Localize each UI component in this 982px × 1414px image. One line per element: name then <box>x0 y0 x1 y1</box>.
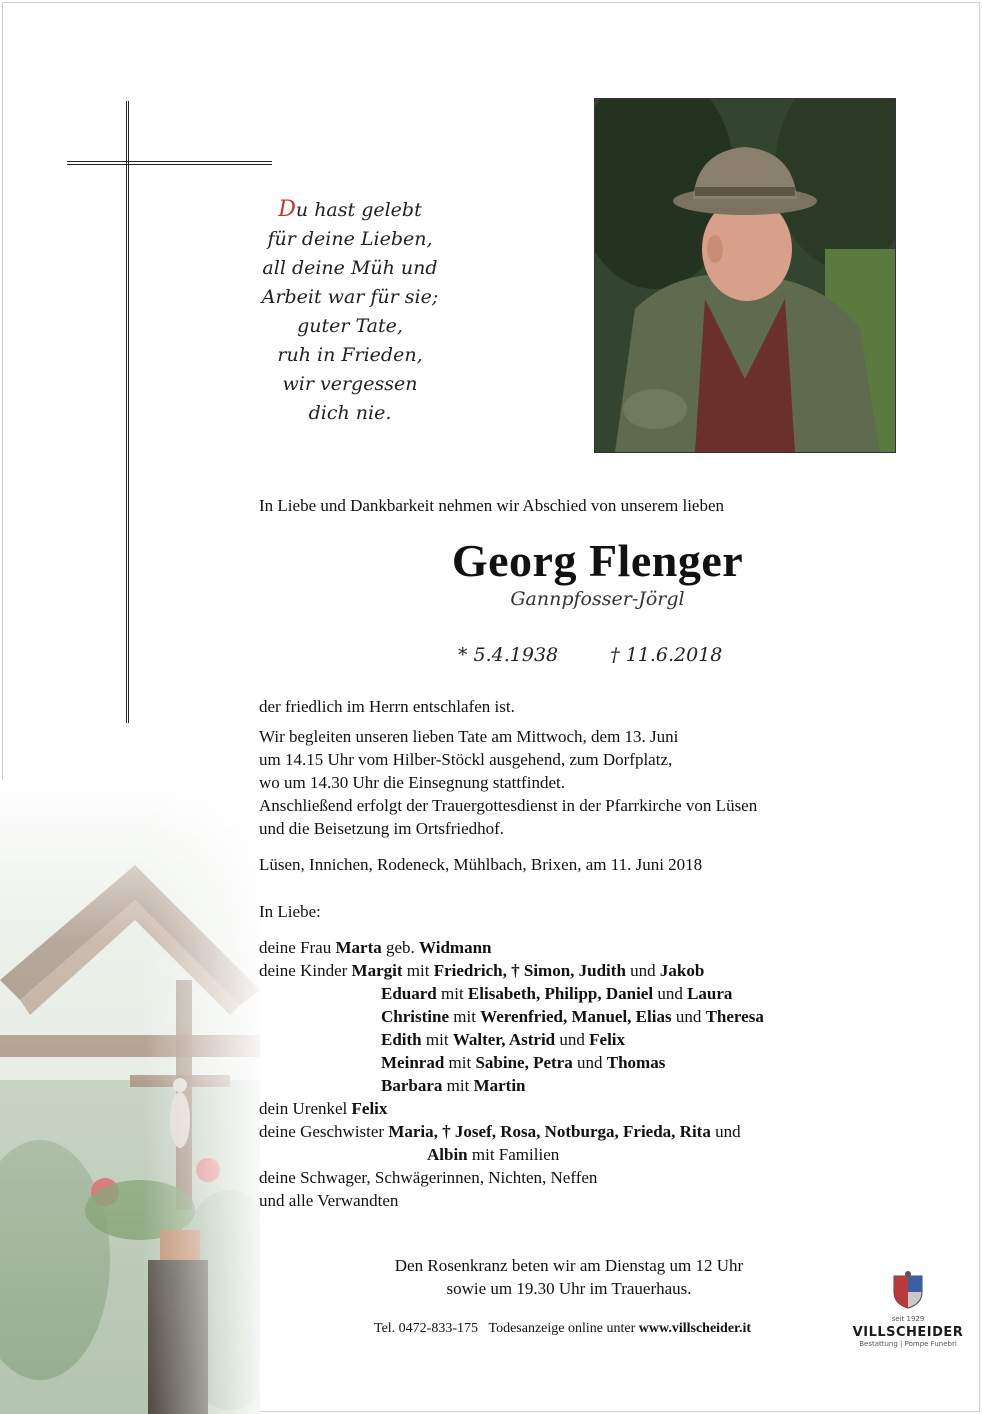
deceased-name: Georg Flenger <box>451 535 744 586</box>
poem-line: Arbeit war für sie; <box>261 286 439 308</box>
logo-since: seit 1929 <box>891 1315 925 1323</box>
poem-line: für deine Lieben, <box>267 228 433 250</box>
rosary-line: Den Rosenkranz beten wir am Dienstag um 12 Uhr <box>394 1256 744 1275</box>
rosary-line: sowie um 19.30 Uhr im Trauerhaus. <box>446 1279 692 1298</box>
death-date: † 11.6.2018 <box>610 644 723 666</box>
family-row-relatives: und alle Verwandten <box>259 1191 399 1210</box>
life-dates <box>458 644 722 666</box>
family-row-great-grandchild: dein Urenkel Felix <box>259 1099 388 1118</box>
logo-brand: VILLSCHEIDER <box>852 1325 964 1340</box>
wayside-shrine-image <box>0 780 260 1414</box>
coat-of-arms-icon <box>886 1270 930 1310</box>
place-date: Lüsen, Innichen, Rodeneck, Mühlbach, Brixen, am 11. Juni 2018 <box>259 855 703 874</box>
poem-line: dich nie. <box>308 402 392 424</box>
family-row-child: deine Kinder Margit mit Friedrich, † Simon, Judith und Jakob <box>259 961 705 980</box>
nickname: Gannpfosser-Jörgl <box>510 588 685 610</box>
passed-text: der friedlich im Herrn entschlafen ist. <box>259 697 515 716</box>
intro-text: In Liebe und Dankbarkeit nehmen wir Abschied von unserem lieben <box>259 496 725 515</box>
website-link[interactable]: www.villscheider.it <box>638 1321 752 1336</box>
funeral-line: Wir begleiten unseren lieben Tate am Mittwoch, dem 13. Juni <box>259 727 679 746</box>
funeral-line: Anschließend erfolgt der Trauergottesdienst in der Pfarrkirche von Lüsen <box>259 796 758 815</box>
poem-line: Du hast gelebt <box>278 197 422 222</box>
villscheider-logo <box>852 1270 964 1362</box>
family-row-child: Eduard mit Elisabeth, Philipp, Daniel und Laura <box>381 984 733 1003</box>
funeral-line: und die Beisetzung im Ortsfriedhof. <box>259 819 505 838</box>
cross-horizontal-beam <box>67 161 272 165</box>
poem-line: wir vergessen <box>282 373 418 395</box>
family-list <box>259 936 764 1212</box>
family-row-siblings: deine Geschwister Maria, † Josef, Rosa, Notburga, Frieda, Rita und <box>259 1122 741 1141</box>
family-row-child: Barbara mit Martin <box>381 1076 526 1095</box>
online-note: Todesanzeige online unter <box>488 1321 639 1336</box>
rosary-note <box>259 1254 879 1300</box>
in-love-label: In Liebe: <box>259 902 321 921</box>
family-row-inlaws: deine Schwager, Schwägerinnen, Nichten, Neffen <box>259 1168 598 1187</box>
cross-vertical-beam <box>126 101 129 723</box>
family-row-wife: deine Frau Marta geb. Widmann <box>259 938 492 957</box>
funeral-text <box>259 725 757 840</box>
poem-line: all deine Müh und <box>262 257 438 279</box>
family-row-child: Christine mit Werenfried, Manuel, Elias und Theresa <box>381 1007 764 1026</box>
contact-line <box>374 1321 751 1337</box>
poem-line: guter Tate, <box>297 315 403 337</box>
logo-subtitle: Bestattung | Pompe Funebri <box>859 1340 957 1348</box>
poem-initial: D <box>278 197 296 222</box>
family-row-siblings-cont: Albin mit Familien <box>427 1145 560 1164</box>
funeral-line: um 14.15 Uhr vom Hilber-Stöckl ausgehend, zum Dorfplatz, <box>259 750 673 769</box>
family-row-child: Edith mit Walter, Astrid und Felix <box>381 1030 626 1049</box>
birth-date: * 5.4.1938 <box>458 644 559 666</box>
poem-line: ruh in Frieden, <box>277 344 423 366</box>
funeral-line: wo um 14.30 Uhr die Einsegnung stattfindet. <box>259 773 565 792</box>
phone-number: Tel. 0472-833-175 <box>374 1321 479 1336</box>
portrait-photo <box>594 98 896 453</box>
family-row-child: Meinrad mit Sabine, Petra und Thomas <box>381 1053 666 1072</box>
memorial-poem <box>240 195 460 428</box>
